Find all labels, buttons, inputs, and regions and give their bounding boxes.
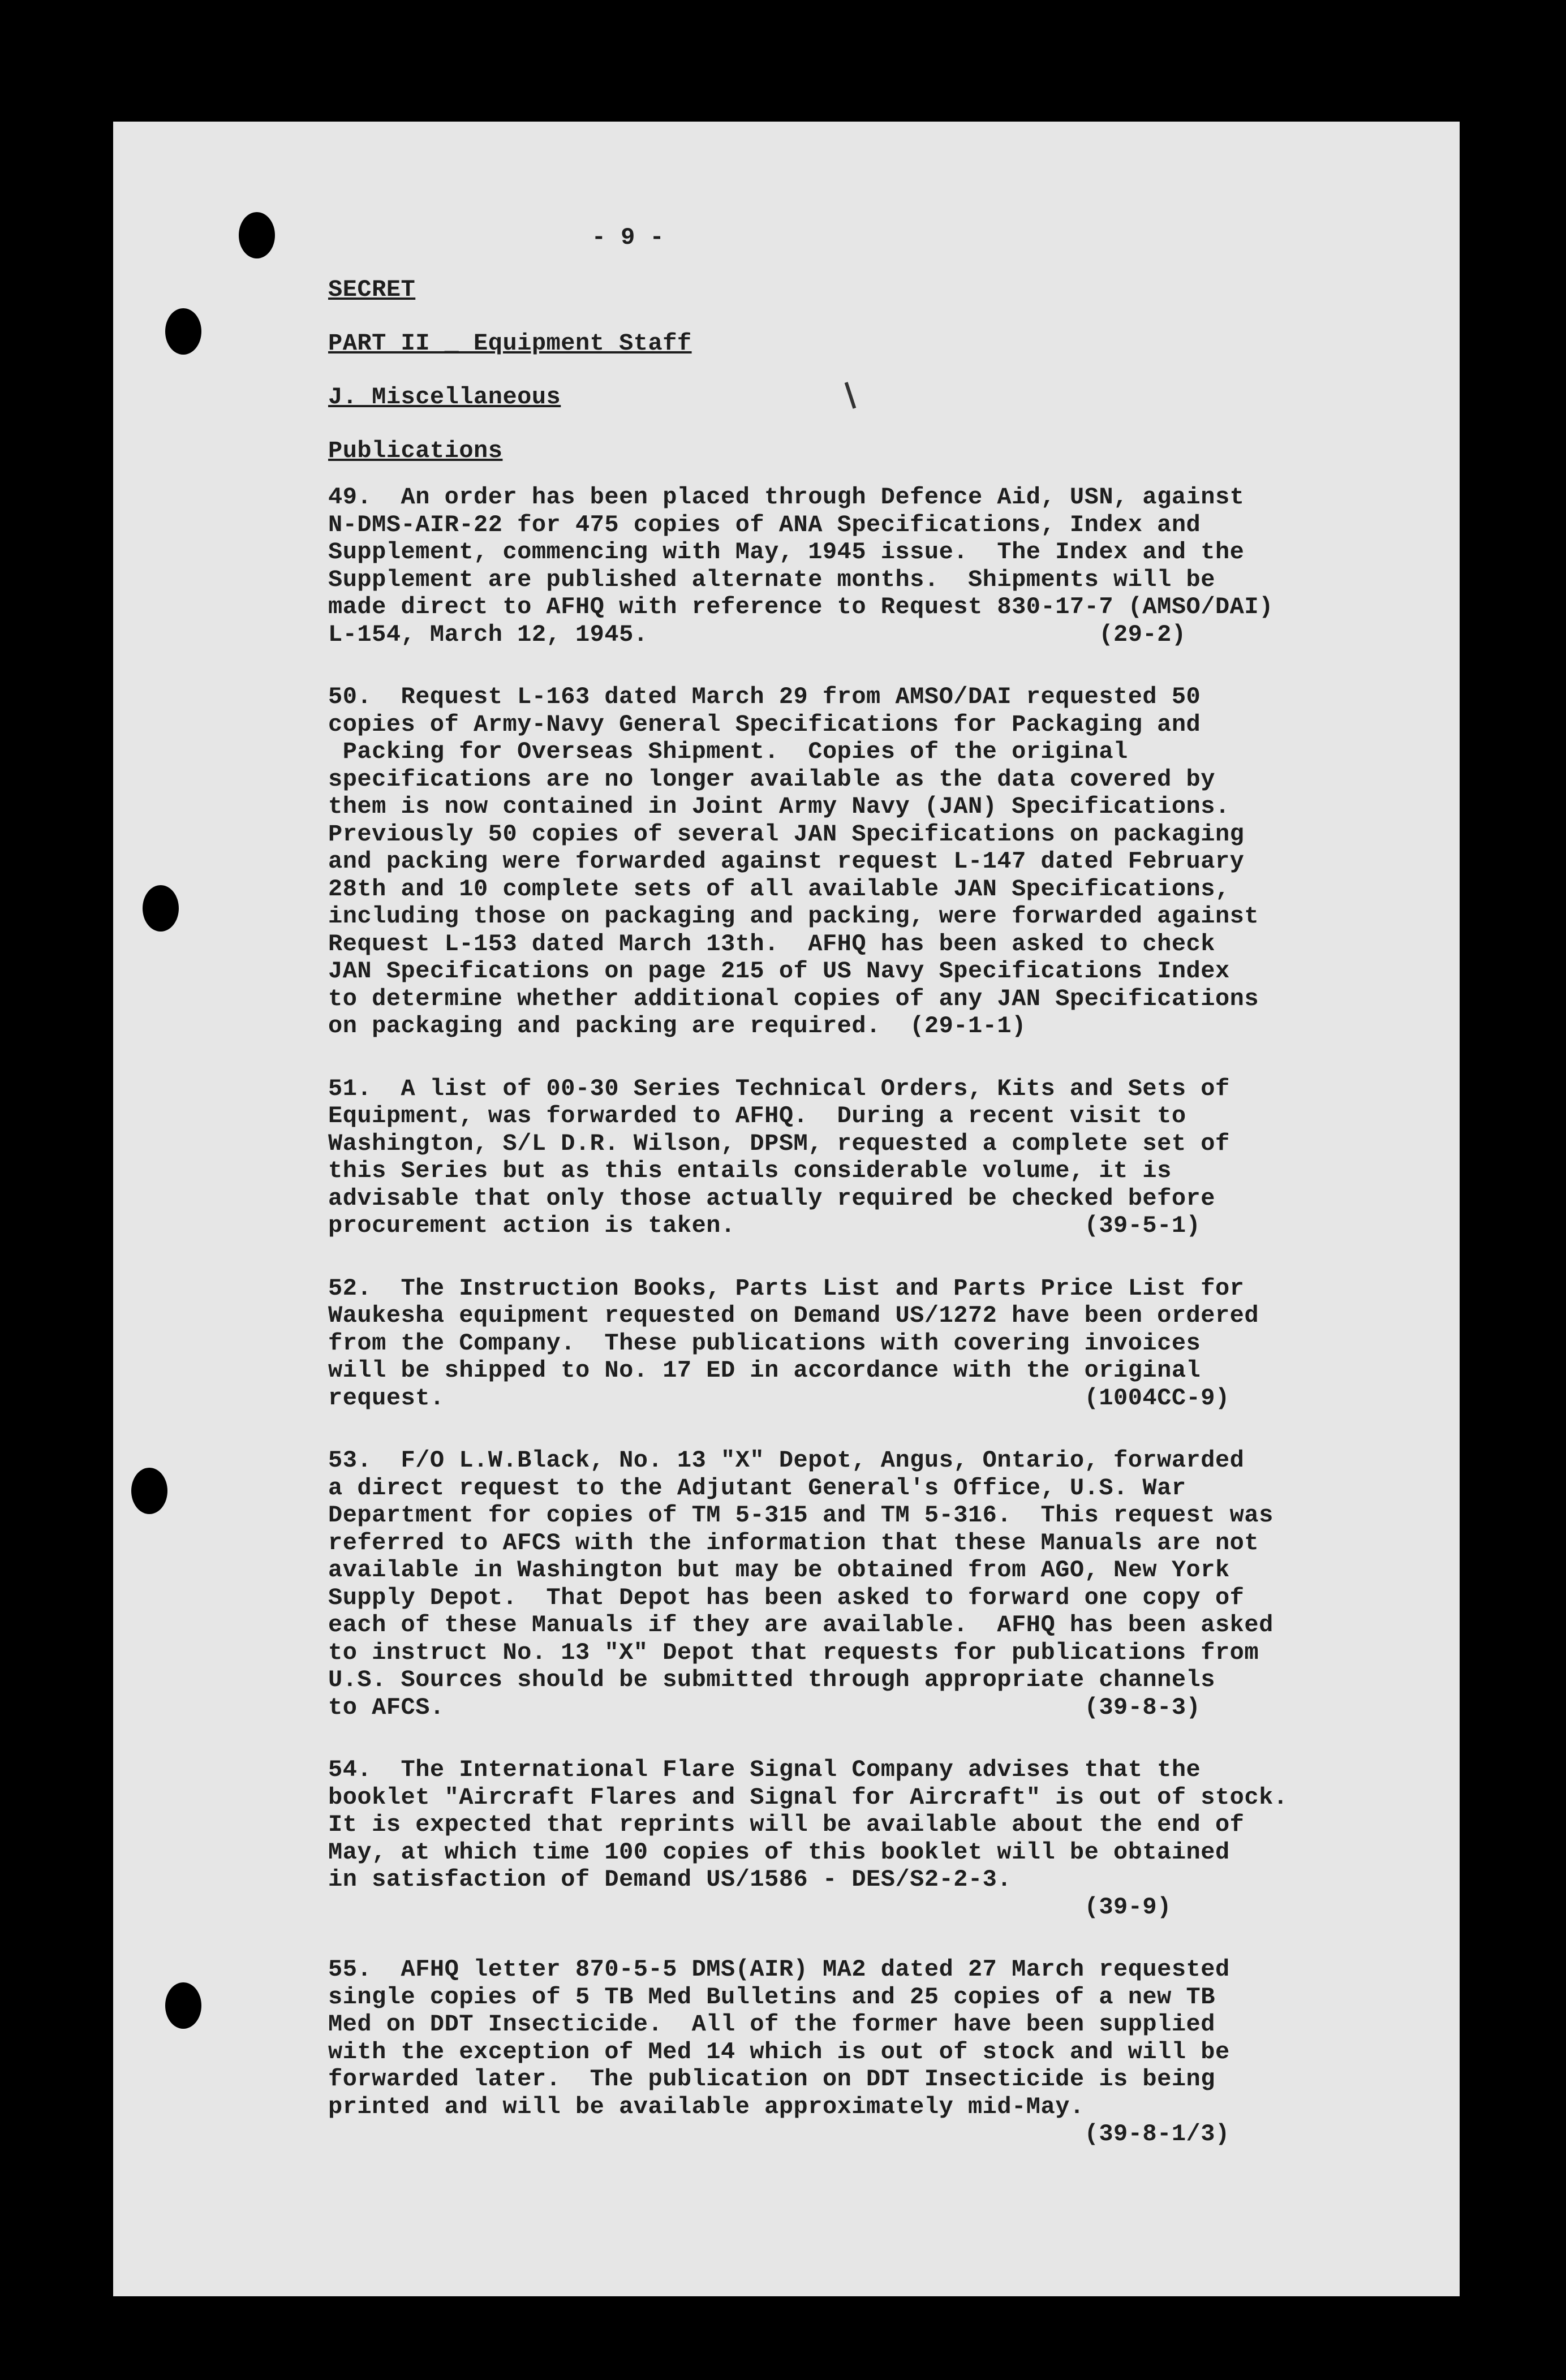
paragraph — [328, 1447, 1403, 1721]
part-heading: PART II _ Equipment Staff — [328, 330, 692, 357]
punch-hole — [165, 308, 201, 355]
punch-hole — [131, 1468, 167, 1514]
subsection-heading: Publications — [328, 437, 503, 464]
paragraph-line: including those on packaging and packing, were forwarded against — [328, 903, 1259, 930]
paragraph-line: Equipment, was forwarded to AFHQ. During a recent visit to — [328, 1102, 1186, 1129]
paragraph-line: 54. The International Flare Signal Company advises that the — [328, 1756, 1201, 1783]
paragraph-line: Supplement, commencing with May, 1945 issue. The Index and the — [328, 538, 1245, 566]
document-page — [113, 122, 1460, 2296]
paragraph-line: to AFCS. (39-8-3) — [328, 1693, 1201, 1721]
paragraph-line: Department for copies of TM 5-315 and TM 5-316. This request was — [328, 1502, 1274, 1529]
paragraph-line: and packing were forwarded against request L-147 dated February — [328, 848, 1245, 875]
paragraph-line: made direct to AFHQ with reference to Request 830-17-7 (AMSO/DAI) — [328, 593, 1274, 620]
paragraph-line: 55. AFHQ letter 870-5-5 DMS(AIR) MA2 dated 27 March requested — [328, 1956, 1230, 1983]
paragraph-line: them is now contained in Joint Army Navy (JAN) Specifications. — [328, 793, 1230, 820]
punch-hole — [239, 212, 275, 258]
paragraph-line: this Series but as this entails considerable volume, it is — [328, 1157, 1172, 1184]
paragraph-line: to determine whether additional copies of any JAN Specifications — [328, 985, 1259, 1012]
paragraph-line: Request L-153 dated March 13th. AFHQ has been asked to check — [328, 930, 1215, 958]
paragraph-line: a direct request to the Adjutant General's Office, U.S. War — [328, 1474, 1186, 1502]
paragraph-line: request. (1004CC-9) — [328, 1384, 1230, 1412]
paragraph-line: JAN Specifications on page 215 of US Navy Specifications Index — [328, 958, 1230, 985]
paragraph-line: Packing for Overseas Shipment. Copies of the original — [328, 738, 1128, 765]
paragraph-line: 49. An order has been placed through Defence Aid, USN, against — [328, 484, 1245, 511]
paragraph-line: Med on DDT Insecticide. All of the former have been supplied — [328, 2011, 1215, 2038]
paragraph-line: to instruct No. 13 "X" Depot that requests for publications from — [328, 1639, 1259, 1666]
paragraph — [328, 1075, 1403, 1240]
paragraph-line: booklet "Aircraft Flares and Signal for Aircraft" is out of stock. — [328, 1783, 1288, 1811]
paragraph-line: each of these Manuals if they are available. AFHQ has been asked — [328, 1611, 1274, 1639]
paragraph-line: 50. Request L-163 dated March 29 from AMSO/DAI requested 50 — [328, 683, 1201, 710]
paragraph-line: (39-9) — [328, 1893, 1172, 1921]
paragraph-line: 53. F/O L.W.Black, No. 13 "X" Depot, Angus, Ontario, forwarded — [328, 1447, 1245, 1474]
paragraph-line: Previously 50 copies of several JAN Specifications on packaging — [328, 820, 1245, 848]
document-body — [328, 212, 1403, 2183]
paragraph-line: available in Washington but may be obtained from AGO, New York — [328, 1557, 1230, 1584]
paragraph-list — [328, 484, 1403, 2148]
punch-hole — [165, 1982, 201, 2029]
paragraph-line: 52. The Instruction Books, Parts List and Parts Price List for — [328, 1274, 1245, 1302]
paragraph — [328, 1956, 1403, 2148]
paragraph-line: 51. A list of 00-30 Series Technical Orders, Kits and Sets of — [328, 1075, 1230, 1102]
paragraph-line: will be shipped to No. 17 ED in accordance with the original — [328, 1357, 1201, 1384]
paragraph-line: Supplement are published alternate months. Shipments will be — [328, 566, 1215, 593]
paragraph-line: forwarded later. The publication on DDT Insecticide is being — [328, 2066, 1215, 2093]
paragraph-line: U.S. Sources should be submitted through appropriate channels — [328, 1666, 1215, 1693]
paragraph-line: It is expected that reprints will be available about the end of — [328, 1811, 1245, 1838]
paragraph-line: from the Company. These publications with covering invoices — [328, 1329, 1201, 1357]
paragraph-line: single copies of 5 TB Med Bulletins and 25 copies of a new TB — [328, 1983, 1215, 2011]
paragraph — [328, 484, 1403, 648]
paragraph — [328, 1756, 1403, 1921]
paragraph-line: advisable that only those actually required be checked before — [328, 1184, 1215, 1212]
paragraph-line: with the exception of Med 14 which is out of stock and will be — [328, 2038, 1230, 2066]
paragraph-line: Washington, S/L D.R. Wilson, DPSM, requested a complete set of — [328, 1129, 1230, 1157]
paragraph-line: May, at which time 100 copies of this booklet will be obtained — [328, 1838, 1230, 1866]
paragraph-line: in satisfaction of Demand US/1586 - DES/S2-2-3. — [328, 1866, 1012, 1893]
paragraph-line: (39-8-1/3) — [328, 2120, 1230, 2148]
paragraph-line: 28th and 10 complete sets of all available JAN Specifications, — [328, 875, 1230, 903]
classification-heading: SECRET — [328, 276, 416, 303]
paragraph-line: Waukesha equipment requested on Demand US/1272 have been ordered — [328, 1302, 1259, 1329]
paragraph — [328, 683, 1403, 1040]
paragraph-line: procurement action is taken. (39-5-1) — [328, 1212, 1201, 1239]
page-number: - 9 - — [591, 224, 665, 251]
paragraph-line: specifications are no longer available as the data covered by — [328, 765, 1215, 793]
paragraph — [328, 1275, 1403, 1412]
punch-hole — [143, 885, 179, 932]
paragraph-line: referred to AFCS with the information that these Manuals are not — [328, 1529, 1259, 1557]
paragraph-line: N-DMS-AIR-22 for 475 copies of ANA Specifications, Index and — [328, 511, 1201, 538]
paragraph-line: printed and will be available approximately mid-May. — [328, 2093, 1085, 2120]
paragraph-line: Supply Depot. That Depot has been asked to forward one copy of — [328, 1584, 1245, 1611]
section-heading: J. Miscellaneous — [328, 383, 561, 411]
paragraph-line: on packaging and packing are required. (29-1-1) — [328, 1012, 1026, 1040]
paragraph-line: L-154, March 12, 1945. (29-2) — [328, 620, 1186, 648]
paragraph-line: copies of Army-Navy General Specifications for Packaging and — [328, 710, 1201, 738]
